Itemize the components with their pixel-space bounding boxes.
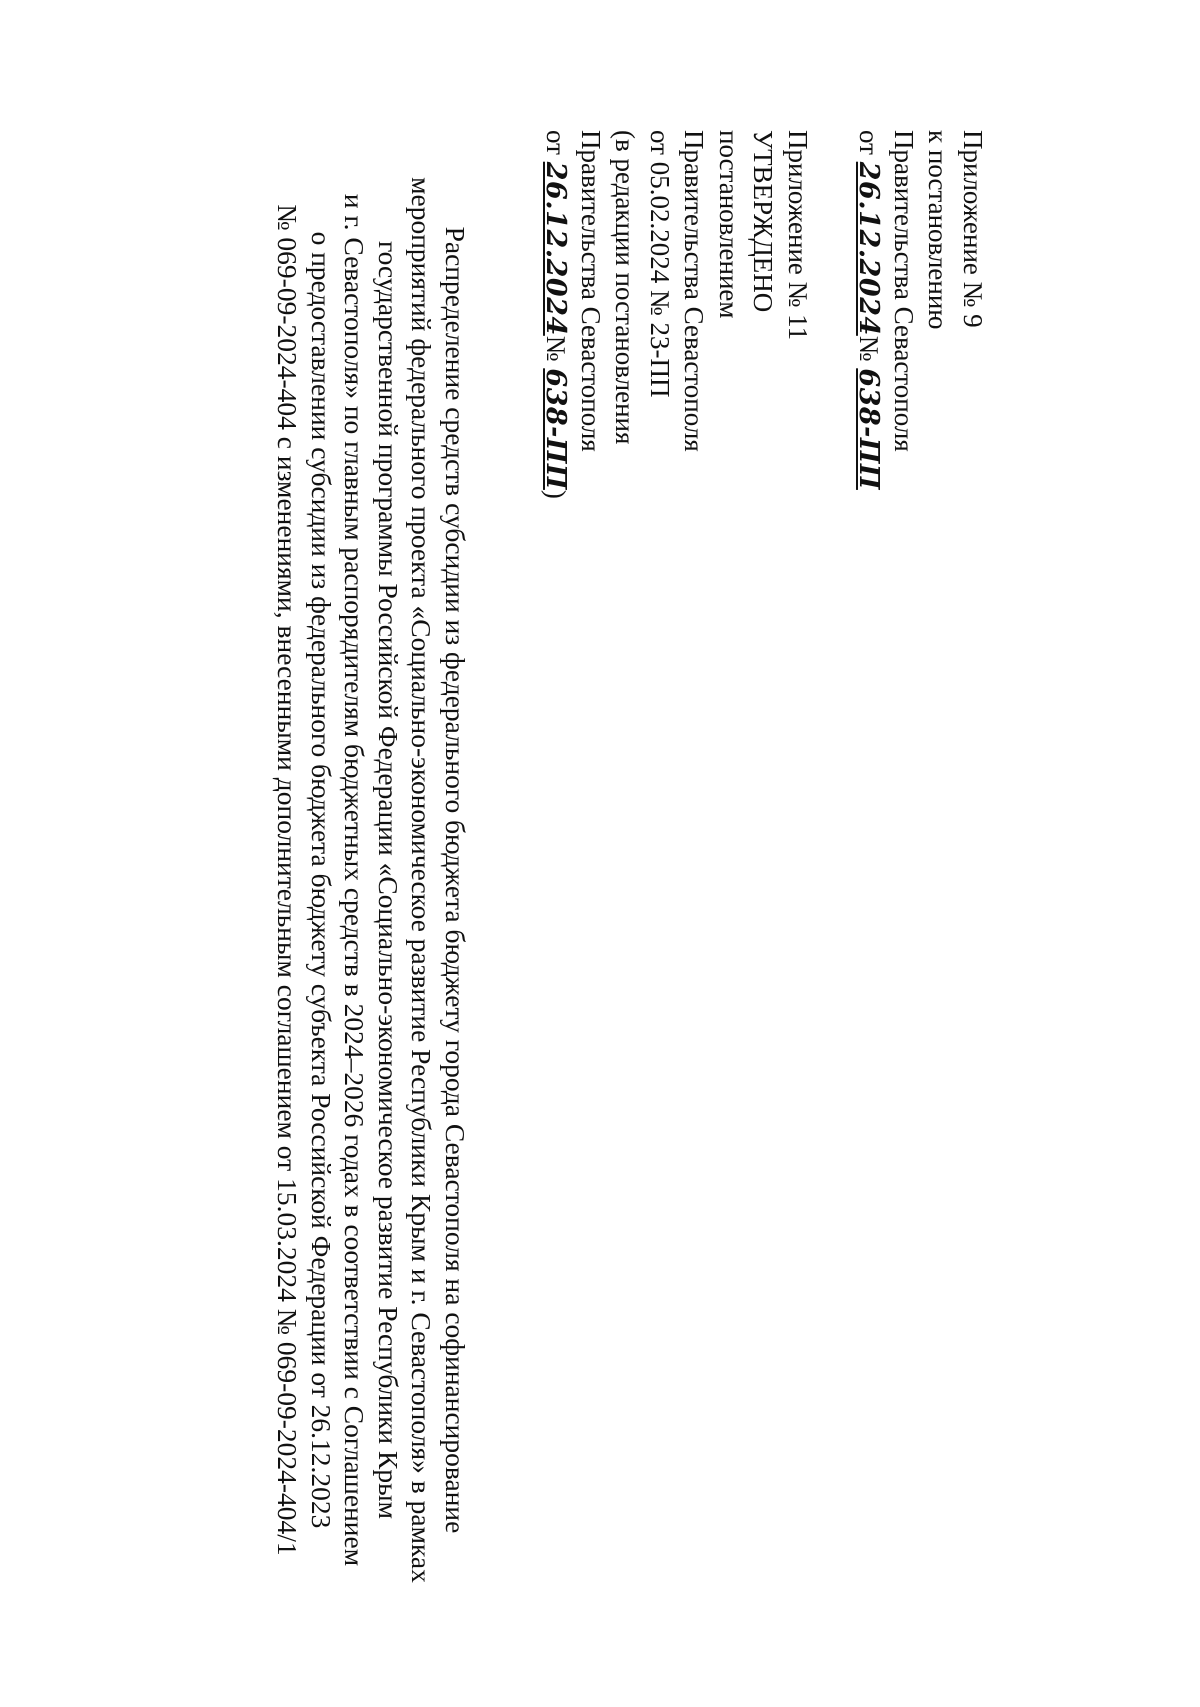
title-line: государственной программы Российской Федерации «Социально-экономическое развитие Республики Крым [373, 240, 404, 1519]
appendix-11-approved: УТВЕРЖДЕНО [748, 130, 779, 313]
title-line: и г. Севастополя» по главным распорядителям бюджетных средств в 2024–2026 годах в соответствии с Соглашением [339, 193, 371, 1567]
appendix-11-date-handwritten: 26.12.2024 [540, 161, 572, 336]
appendix-11-revision-authority: Правительства Севастополя [576, 130, 606, 452]
appendix-11-number-prefix: № [541, 335, 572, 369]
title-line: мероприятий федерального проекта «Социально-экономическое развитие Республики Крым и г. Севастополя» в рамках [406, 177, 438, 1583]
document-title [271, 160, 472, 1600]
appendix-9-date-line [851, 130, 887, 650]
appendix-9-ref: к постановлению [923, 130, 954, 330]
appendix-11-heading: Приложение № 11 [783, 130, 813, 341]
title-line: о предоставлении субсидии из федерального бюджета бюджету субъекта Российской Федерации от 26.12.2023 [306, 231, 337, 1529]
appendix-9-number-handwritten: 638-ПП [853, 368, 885, 490]
appendix-9-heading: Приложение № 9 [958, 130, 988, 328]
appendix-11-decree: постановлением [714, 130, 744, 319]
appendix-9-authority: Правительства Севастополя [889, 130, 919, 452]
appendix-9-block [538, 130, 990, 650]
appendix-11-revision: (в редакции постановления [610, 130, 641, 445]
appendix-11-original-date: от 05.02.2024 № 23-ПП [645, 130, 675, 398]
appendix-9-date-prefix: от [854, 130, 885, 162]
appendix-11-number-handwritten: 638-ПП [540, 368, 572, 490]
appendix-9-number-prefix: № [854, 335, 885, 369]
appendix-9-date-handwritten: 26.12.2024 [853, 161, 885, 336]
appendix-11-date-line [538, 130, 574, 650]
appendix-11-date-prefix: от [541, 130, 572, 162]
title-line: № 069-09-2024-404 с изменениями, внесенными дополнительным соглашением от 15.03.2024 № 069-09-2024-404/1 [272, 204, 304, 1556]
appendix-11-authority: Правительства Севастополя [679, 130, 710, 452]
title-line: Распределение средств субсидии из федерального бюджета бюджету города Севастополя на софинансирование [440, 226, 471, 1534]
appendix-11-closing: ) [541, 489, 572, 499]
